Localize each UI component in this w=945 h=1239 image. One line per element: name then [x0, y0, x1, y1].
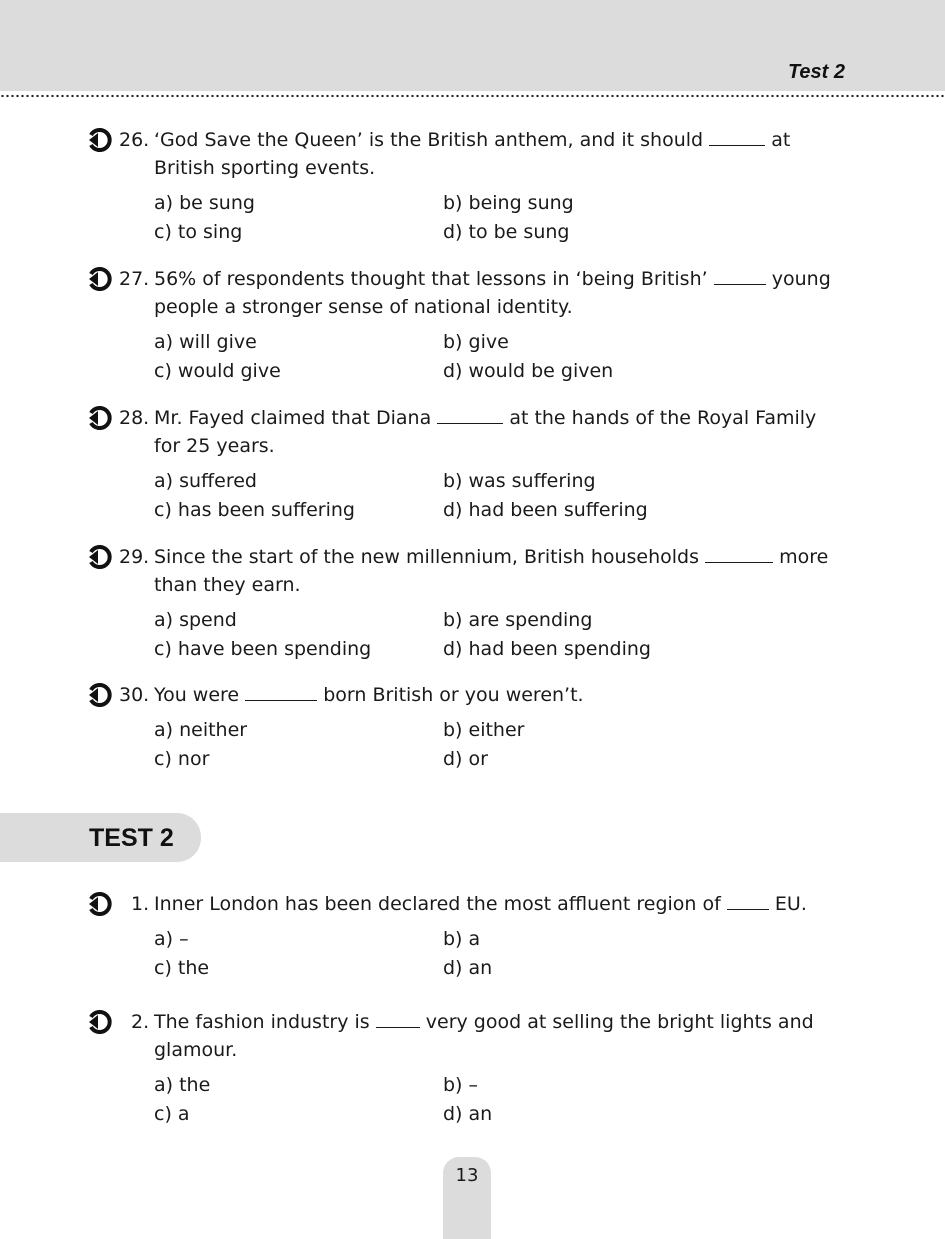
option-b: b) either	[443, 719, 525, 741]
stem-line-2: for 25 years.	[154, 435, 275, 457]
answer-blank	[714, 266, 766, 285]
section-tab	[0, 813, 201, 862]
stem-text-after: at the hands of the Royal Family	[509, 407, 817, 429]
stem-text-after: young	[771, 268, 831, 290]
answer-blank	[727, 891, 769, 910]
question-number: 26.	[119, 129, 150, 151]
option-b: b) –	[443, 1074, 479, 1096]
option-b: b) a	[443, 928, 481, 950]
stem-line-2: people a stronger sense of national identity.	[154, 296, 573, 318]
stem-text-before: Mr. Fayed claimed that Diana	[154, 407, 432, 429]
dotted-divider	[0, 94, 945, 98]
option-d: d) an	[443, 1103, 493, 1125]
answer-blank	[376, 1009, 420, 1028]
stem-text-after: EU.	[774, 893, 807, 915]
option-d: d) to be sung	[443, 221, 570, 243]
question-stem	[154, 543, 844, 599]
arrow-bullet-icon	[89, 545, 115, 569]
option-a: a) neither	[154, 719, 248, 741]
option-b: b) being sung	[443, 192, 574, 214]
arrow-bullet-icon	[89, 683, 115, 707]
option-c: c) has been suffering	[154, 499, 355, 521]
option-c: c) have been spending	[154, 638, 372, 660]
option-b: b) was suffering	[443, 470, 596, 492]
option-d: d) or	[443, 748, 488, 770]
stem-text-before: ‘God Save the Queen’ is the British anthem, and it should	[154, 129, 704, 151]
section-title: TEST 2	[89, 824, 174, 852]
option-c: c) the	[154, 957, 210, 979]
stem-line-2: than they earn.	[154, 574, 301, 596]
stem-text-after: born British or you weren’t.	[323, 684, 584, 706]
stem-text-before: 56% of respondents thought that lessons in ‘being British’	[154, 268, 708, 290]
arrow-bullet-icon	[89, 267, 115, 291]
page-number-tab	[443, 1157, 491, 1239]
question-number: 28.	[119, 407, 150, 429]
running-header-title: Test 2	[787, 61, 845, 83]
question-stem	[154, 404, 844, 460]
question-stem	[154, 265, 844, 321]
arrow-bullet-icon	[89, 1010, 115, 1034]
page-number: 13	[455, 1165, 479, 1186]
stem-text-after: at	[771, 129, 791, 151]
question-number: 2.	[131, 1011, 150, 1033]
arrow-bullet-icon	[89, 128, 115, 152]
option-d: d) had been suffering	[443, 499, 648, 521]
question-number: 1.	[131, 893, 150, 915]
question-stem	[154, 1008, 844, 1064]
question-number: 30.	[119, 684, 150, 706]
question-stem	[154, 681, 844, 709]
option-a: a) –	[154, 928, 189, 950]
stem-text-before: Inner London has been declared the most affluent region of	[154, 893, 721, 915]
answer-blank	[709, 127, 765, 146]
question-number: 29.	[119, 546, 150, 568]
stem-line-2: British sporting events.	[154, 157, 376, 179]
arrow-bullet-icon	[89, 406, 115, 430]
option-a: a) will give	[154, 331, 257, 353]
option-c: c) would give	[154, 360, 281, 382]
option-c: c) to sing	[154, 221, 243, 243]
option-c: c) a	[154, 1103, 190, 1125]
option-a: a) the	[154, 1074, 211, 1096]
option-c: c) nor	[154, 748, 210, 770]
option-b: b) are spending	[443, 609, 593, 631]
stem-text-before: Since the start of the new millennium, British households	[154, 546, 700, 568]
question-stem	[154, 126, 844, 182]
answer-blank	[437, 405, 503, 424]
stem-text-after: more	[779, 546, 829, 568]
option-a: a) be sung	[154, 192, 255, 214]
question-stem	[154, 890, 844, 918]
answer-blank	[245, 682, 317, 701]
stem-text-before: You were	[154, 684, 240, 706]
option-a: a) suffered	[154, 470, 257, 492]
stem-text-before: The fashion industry is	[154, 1011, 370, 1033]
option-a: a) spend	[154, 609, 237, 631]
stem-line-2: glamour.	[154, 1039, 238, 1061]
option-d: d) would be given	[443, 360, 614, 382]
answer-blank	[705, 544, 773, 563]
option-b: b) give	[443, 331, 509, 353]
stem-text-after: very good at selling the bright lights and	[425, 1011, 814, 1033]
option-d: d) an	[443, 957, 493, 979]
arrow-bullet-icon	[89, 892, 115, 916]
option-d: d) had been spending	[443, 638, 651, 660]
question-number: 27.	[119, 268, 150, 290]
